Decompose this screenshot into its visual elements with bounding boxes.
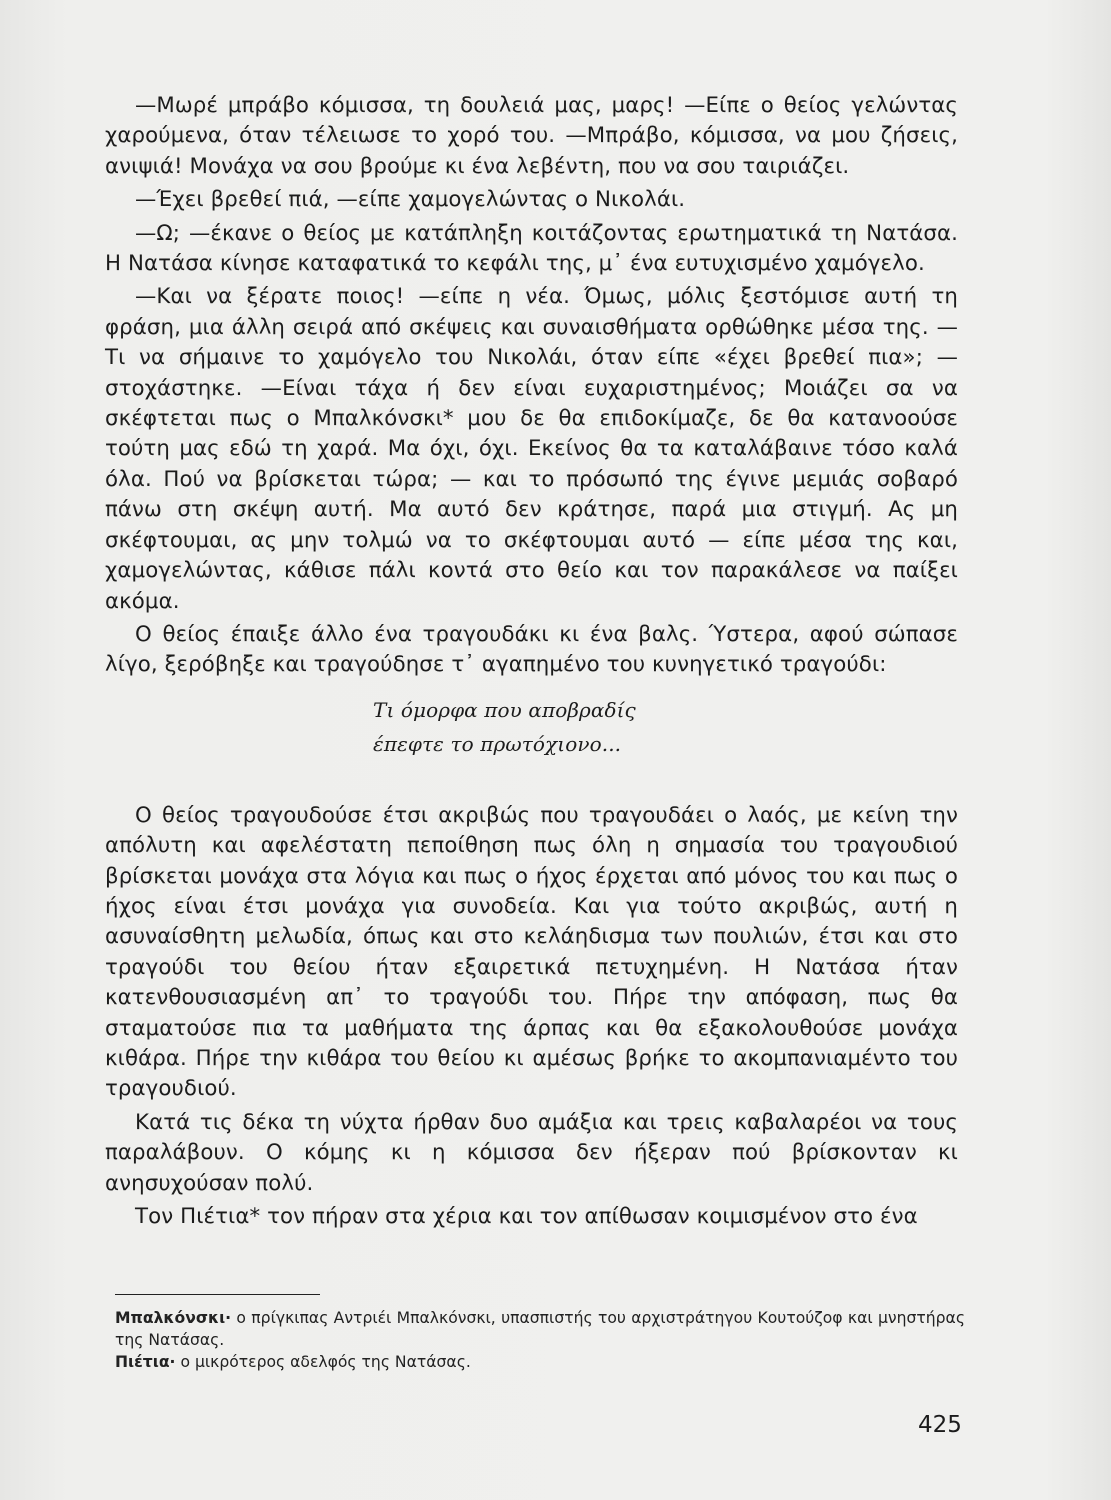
verse-line-2: έπεφτε το πρωτόχιονο... [373,731,622,756]
page-number: 425 [918,1412,962,1438]
paragraph-8: Τον Πιέτια* τον πήραν στα χέρια και τον απίθωσαν κοιμισμένον στο ένα [135,1204,918,1229]
paragraph-5: Ο θείος έπαιξε άλλο ένα τραγουδάκι κι ένα βαλς. Ύστερα, αφού σώπασε λίγο, ξερόβηξε και τραγούδησε τ᾽ αγαπημένο του κυνηγετικό τραγούδι: [105,621,958,678]
song-verse [373,693,958,761]
verse-line-1: Τι όμορφα που αποβραδίς [373,697,636,722]
footnote-term: Πιέτια· [115,1353,176,1371]
paragraph-4: —Και να ξέρατε ποιος! —είπε η νέα. Όμως, μόλις ξεστόμισε αυτή τη φράση, μια άλλη σειρά από σκέψεις και συναισθήματα ορθώθηκε μέσα της. —Τι να σήμαινε το χαμόγελο του Νικολάι, όταν είπε «έχει βρεθεί πια»; —στοχάστηκε. —Είναι τάχα ή δεν είναι ευχαριστημένος; Μοιάζει σα να σκέφτεται πως ο Μπαλκόνσκι* μου δε θα επιδοκίμαζε, δε θα κατανοούσε τούτη μας εδώ τη χαρά. Μα όχι, όχι. Εκείνος θα τα καταλάβαινε τόσο καλά όλα. Πού να βρίσκεται τώρα; — και το πρόσωπό της έγινε μεμιάς σοβαρό πάνω στη σκέψη αυτή. Μα αυτό δεν κράτησε, παρά μια στιγμή. Ας μη σκέφτουμαι, ας μην τολμώ να το σκέφτουμαι αυτό — είπε μέσα της και, χαμογελώντας, κάθισε πάλι κοντά στο θείο και τον παρακάλεσε να παίξει ακόμα. [105,284,958,614]
paragraph-7: Κατά τις δέκα τη νύχτα ήρθαν δυο αμάξια και τρεις καβαλαρέοι να τους παραλάβουν. Ο κόμης κι η κόμισσα δεν ήξεραν πού βρίσκονταν κι ανησυχούσαν πολύ. [105,1109,958,1196]
footnote-text: ο μικρότερος αδελφός της Νατάσας. [175,1353,471,1371]
footnote-pietia [115,1351,965,1373]
footnote-text: ο πρίγκιπας Αντριέι Μπαλκόνσκι, υπασπιστής του αρχιστράτηγου Κουτούζοφ και μνηστήρας της Νατάσας. [115,1309,965,1349]
paragraph-2: —Έχει βρεθεί πιά, —είπε χαμογελώντας ο Νικολάι. [135,187,686,213]
footnotes [115,1307,965,1373]
paragraph-1: —Μωρέ μπράβο κόμισσα, τη δουλειά μας, μαρς! —Είπε ο θείος γελώντας χαρούμενα, όταν τέλειωσε το χορό του. —Μπράβο, κόμισσα, να μου ζήσεις, ανιψιά! Μονάχα να σου βρούμε κι ένα λεβέντη, που να σου ταιριάζει. [105,93,958,179]
footnote-divider [115,1294,320,1295]
footnote-balkonski [115,1307,965,1351]
paragraph-6: Ο θείος τραγουδούσε έτσι ακριβώς που τραγουδάει ο λαός, με κείνη την απόλυτη και αφελέστατη πεποίθηση πως όλη η σημασία του τραγουδιού βρίσκεται μονάχα στα λόγια και πως ο ήχος έρχεται από μόνος του και πως ο ήχος είναι έτσι μονάχα για συνοδεία. Και για τούτο ακριβώς, αυτή η ασυναίσθητη μελωδία, όπως και στο κελάηδισμα των πουλιών, έτσι και στο τραγούδι του θείου ήταν εξαιρετικά πετυχημένη. Η Νατάσα ήταν κατενθουσιασμένη απ᾽ το τραγούδι του. Πήρε την απόφαση, πως θα σταματούσε πια τα μαθήματα της άρπας και θα εξακολουθούσε μονάχα κιθάρα. Πήρε την κιθάρα του θείου κι αμέσως βρήκε το ακομπανιαμέντο του τραγουδιού. [105,802,958,1102]
main-text [105,91,958,1235]
paragraph-3: —Ω; —έκανε ο θείος με κατάπληξη κοιτάζοντας ερωτηματικά τη Νατάσα. Η Νατάσα κίνησε καταφατικά το κεφάλι της, μ᾽ ένα ευτυχισμένο χαμόγελο. [105,220,958,277]
footnote-term: Μπαλκόνσκι· [115,1309,232,1327]
